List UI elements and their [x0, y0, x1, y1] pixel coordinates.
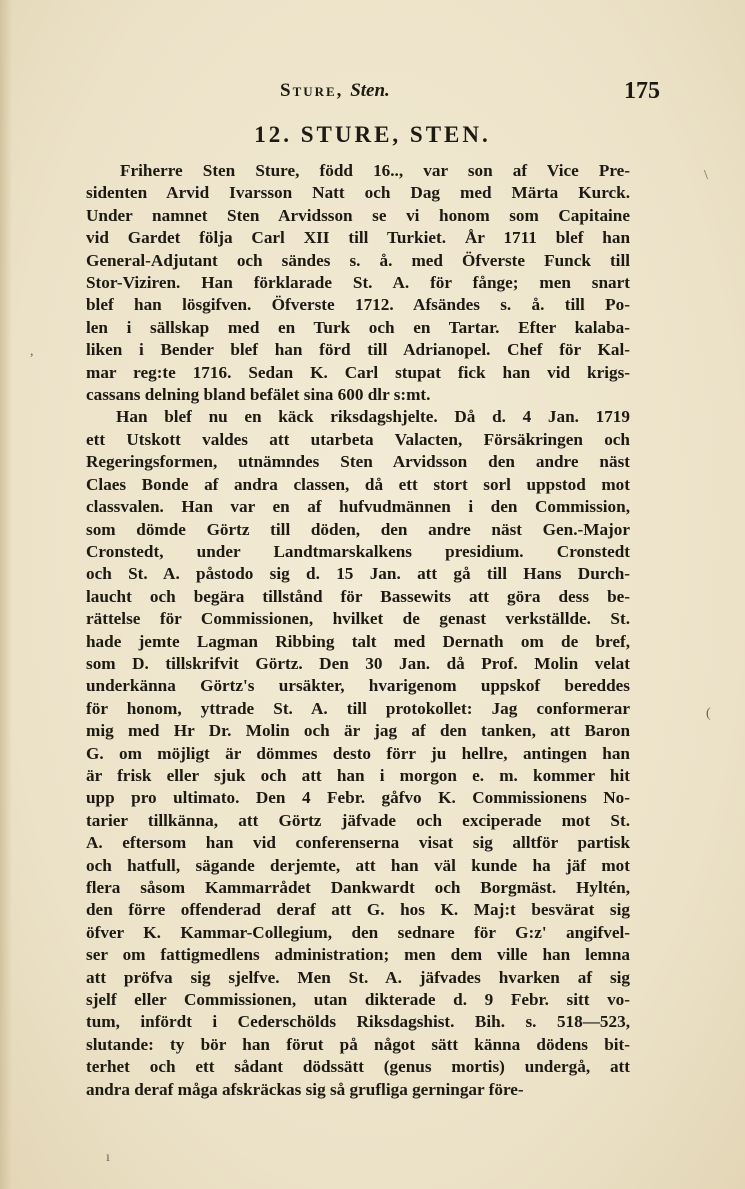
text-line: upp pro ultimato. Den 4 Febr. gåfvo K. Commissionens No- — [86, 788, 630, 808]
margin-mark: \ — [704, 168, 708, 183]
text-line: och St. A. påstodo sig d. 15 Jan. att gå till Hans Durch- — [86, 564, 630, 584]
text-line: mig med Hr Dr. Molin och är jag af den tanken, att Baron — [86, 721, 630, 741]
text-line: mar reg:te 1716. Sedan K. Carl stupat fick han vid krigs- — [86, 362, 630, 382]
text-line: tarier tillkänna, att Görtz jäfvade och exciperade mot St. — [86, 810, 630, 830]
text-line: sidenten Arvid Ivarsson Natt och Dag med Märta Kurck. — [86, 183, 630, 203]
page-number: 175 — [624, 78, 660, 104]
text-line: tum, infördt i Cederschölds Riksdagshist. Bih. s. 518—523, — [86, 1012, 630, 1032]
text-line: att pröfva sig sjelfve. Men St. A. jäfvades hvarken af sig — [86, 967, 630, 987]
text-line: och hatfull, sägande derjemte, att han väl kunde ha jäf mot — [86, 855, 630, 875]
margin-mark: ( — [706, 706, 711, 721]
margin-mark: , — [30, 344, 34, 359]
text-line: blef han lösgifven. Öfverste 1712. Afsändes s. å. till Po- — [86, 295, 630, 315]
running-head — [280, 80, 660, 112]
text-line: rättelse för Commissionen, hvilket de genast verkställde. St. — [86, 609, 630, 629]
text-line: flera såsom Kammarrådet Dankwardt och Borgmäst. Hyltén, — [86, 878, 630, 897]
text-line: är frisk eller sjuk och att han i morgon e. m. kommer hit — [86, 765, 630, 785]
text-line: G. om möjligt är dömmes desto förr ju hellre, antingen han — [86, 743, 630, 763]
text-line: liken i Bender blef han förd till Adrianopel. Chef för Kal- — [86, 340, 630, 360]
text-line: vid Gardet följa Carl XII till Turkiet. År 1711 blef han — [86, 228, 630, 248]
text-line: öfver K. Kammar-Collegium, den sednare för G:z' angifvel- — [86, 922, 630, 942]
running-head-title — [280, 80, 390, 102]
running-head-name: Sture, — [280, 80, 344, 101]
section-heading: 12. STURE, STEN. — [254, 122, 491, 147]
text-line: för honom, yttrade St. A. till protokollet: Jag conformerar — [86, 698, 630, 718]
paragraph-2 — [86, 406, 630, 1101]
margin-mark: ı — [106, 1150, 110, 1165]
body-text — [86, 160, 630, 1101]
page-edge-shadow — [0, 0, 12, 1189]
text-line: som D. tillskrifvit Görtz. Den 30 Jan. då Prof. Molin velat — [86, 653, 630, 673]
text-line: Stor-Viziren. Han förklarade St. A. för fånge; men snart — [86, 273, 630, 293]
text-line: A. eftersom han vid conferenserna visat sig alltför partisk — [86, 833, 630, 853]
text-line: som dömde Görtz till döden, den andre näst Gen.-Major — [86, 519, 630, 539]
text-line: sjelf eller Commissionen, utan dikterade d. 9 Febr. sitt vo- — [86, 990, 630, 1010]
text-line: General-Adjutant och sändes s. å. med Öfverste Funck till — [86, 250, 630, 270]
text-line: Han blef nu en käck riksdagshjelte. Då d. 4 Jan. 1719 — [116, 407, 630, 427]
text-line: len i sällskap med en Turk och en Tartar. Efter kalaba- — [86, 317, 630, 337]
text-line: Friherre Sten Sture, född 16.., var son af Vice Pre- — [120, 161, 630, 180]
text-line: andra deraf måga afskräckas sig så grufliga gerningar före- — [86, 1079, 524, 1099]
text-line: underkänna Görtz's ursäkter, hvarigenom uppskof bereddes — [86, 676, 630, 696]
text-line: den förre offenderad deraf att G. hos K. Maj:t besvärat sig — [86, 900, 630, 920]
text-line: classvalen. Han var en af hufvudmännen i den Commission, — [86, 497, 630, 517]
text-line: Cronstedt, under Landtmarskalkens presidium. Cronstedt — [86, 541, 630, 561]
text-line: slutande: ty bör han förut på något sätt känna dödens bit- — [86, 1034, 630, 1054]
text-line: ett Utskott valdes att utarbeta Valacten, Försäkringen och — [86, 429, 630, 449]
text-line: Claes Bonde af andra classen, då ett stort sorl uppstod mot — [86, 474, 630, 494]
text-line: cassans delning bland befälet sina 600 dlr s:mt. — [86, 385, 431, 405]
paragraph-1 — [86, 160, 630, 406]
text-line: Under namnet Sten Arvidsson se vi honom som Capitaine — [86, 205, 630, 225]
text-line: laucht och begära tillstånd för Bassewits att göra dess be- — [86, 586, 630, 606]
text-line: hade jemte Lagman Ribbing talt med Dernath om de bref, — [86, 631, 630, 651]
running-head-given-name: Sten. — [350, 80, 390, 101]
text-line: ser om fattigmedlens administration; men dem ville han lemna — [86, 945, 630, 965]
text-line: Regeringsformen, utnämndes Sten Arvidsson den andre näst — [86, 452, 630, 472]
text-line: terhet och ett sådant dödssätt (genus mortis) undergå, att — [86, 1057, 630, 1077]
